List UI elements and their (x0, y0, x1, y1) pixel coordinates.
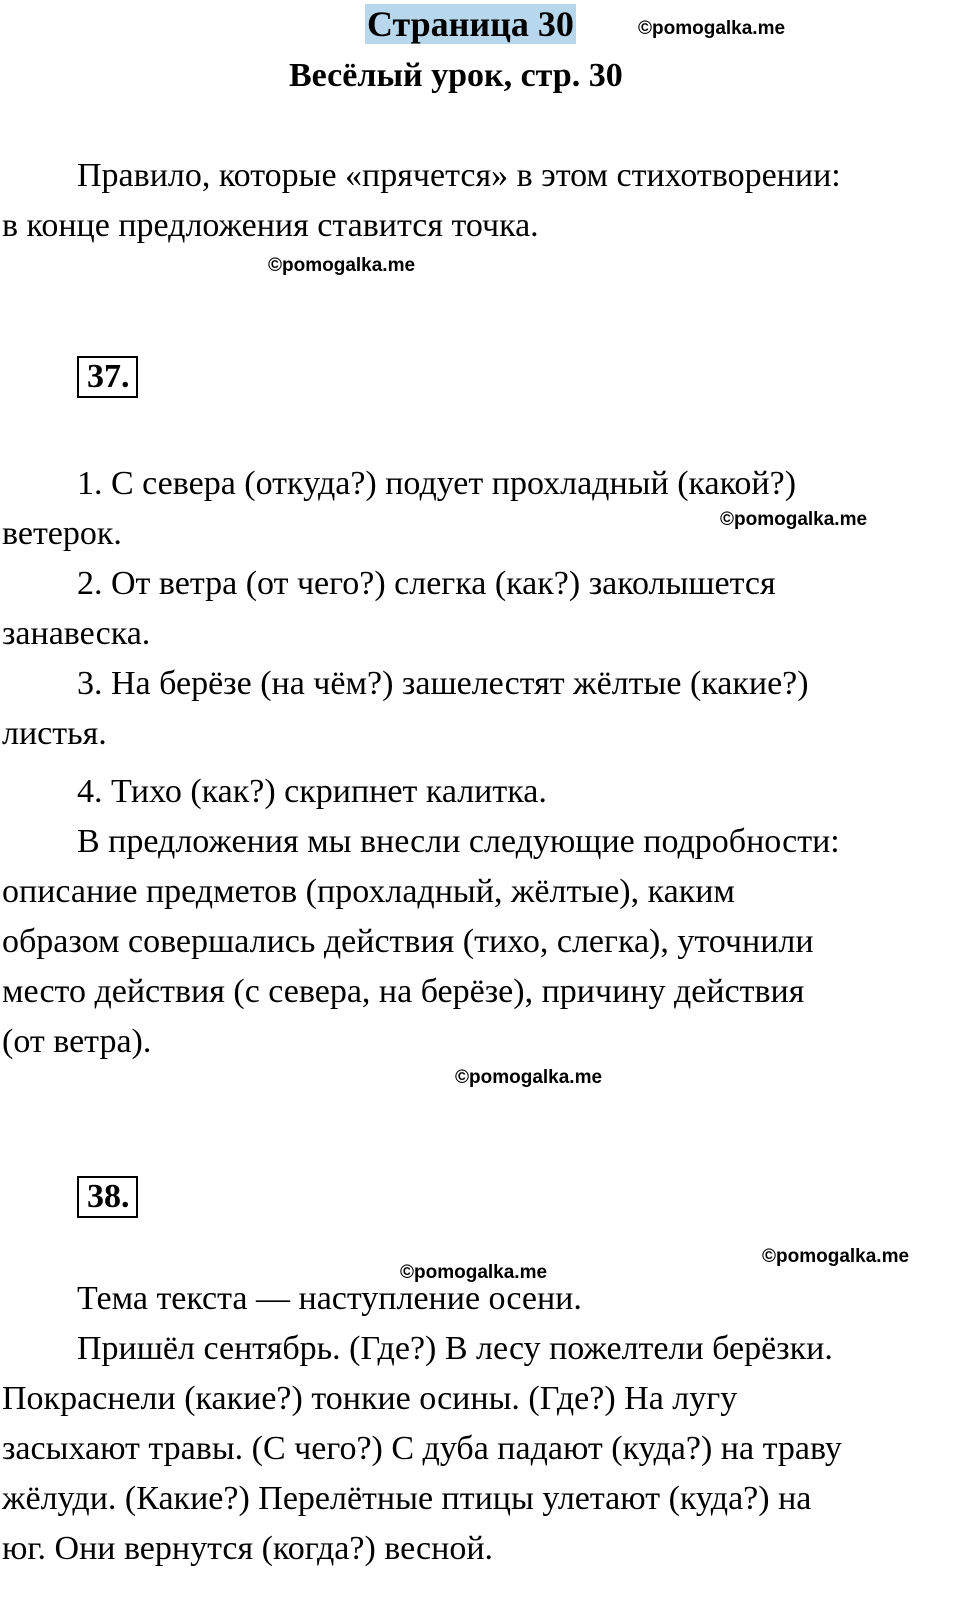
conclusion-line: описание предметов (прохладный, жёлтые), каким (2, 873, 735, 910)
watermark: ©pomogalka.me (268, 255, 416, 276)
watermark: ©pomogalka.me (720, 509, 868, 530)
conclusion-line: место действия (с севера, на берёзе), причину действия (2, 973, 805, 1010)
rule-text-line: в конце предложения ставится точка. (2, 207, 539, 244)
conclusion-line: (от ветра). (2, 1023, 152, 1060)
lesson-subtitle: Весёлый урок, стр. 30 (289, 57, 623, 94)
watermark: ©pomogalka.me (400, 1262, 548, 1283)
exercise-number-37: 37. (77, 356, 138, 398)
text-line: засыхают травы. (С чего?) С дуба падают (куда?) на траву (2, 1430, 842, 1467)
sentence-line: ветерок. (2, 515, 122, 552)
page-title: Страница 30 (367, 4, 574, 44)
conclusion-line: образом совершались действия (тихо, слегка), уточнили (2, 923, 814, 960)
theme-line: Тема текста — наступление осени. (77, 1280, 582, 1317)
conclusion-line: В предложения мы внесли следующие подробности: (77, 823, 840, 860)
watermark: ©pomogalka.me (762, 1246, 910, 1267)
watermark: ©pomogalka.me (455, 1067, 603, 1088)
sentence-line: 1. С севера (откуда?) подует прохладный (какой?) (77, 465, 797, 502)
watermark: ©pomogalka.me (638, 18, 786, 39)
sentence-line: листья. (2, 715, 107, 752)
text-line: Пришёл сентябрь. (Где?) В лесу пожелтели берёзки. (77, 1330, 833, 1367)
sentence-line: 2. От ветра (от чего?) слегка (как?) заколышется (77, 565, 776, 602)
sentence-line: занавеска. (2, 615, 151, 652)
sentence-line: 3. На берёзе (на чём?) зашелестят жёлтые (какие?) (77, 665, 809, 702)
exercise-number-38: 38. (77, 1176, 138, 1218)
text-line: Покраснели (какие?) тонкие осины. (Где?) На лугу (2, 1380, 738, 1417)
text-line: жёлуди. (Какие?) Перелётные птицы улетают (куда?) на (2, 1480, 812, 1517)
rule-text-line: Правило, которые «прячется» в этом стихотворении: (77, 157, 841, 194)
sentence-line: 4. Тихо (как?) скрипнет калитка. (77, 773, 547, 810)
text-line: юг. Они вернутся (когда?) весной. (2, 1530, 494, 1567)
